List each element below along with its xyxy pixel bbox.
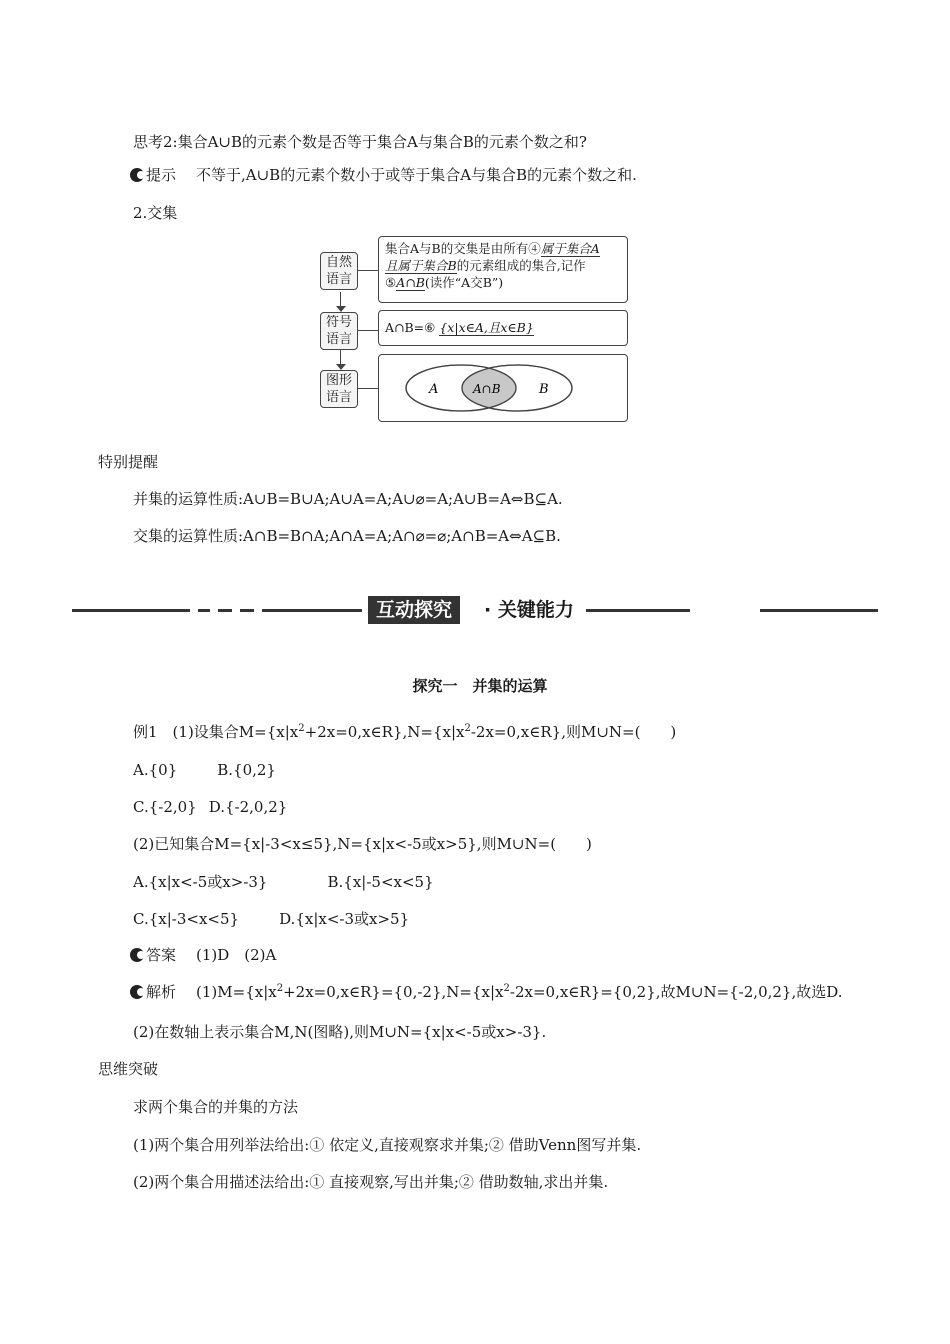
intersection-diagram (320, 236, 630, 426)
option-d: D.{-2,0,2} (208, 798, 288, 816)
natural-language-label: 自然语言 (320, 252, 358, 290)
venn-diagram (379, 355, 626, 420)
section2-title: 2.交集 (133, 204, 178, 222)
thinking-item2: (2)两个集合用描述法给出:① 直接观察,写出并集;② 借助数轴,求出并集. (133, 1173, 609, 1191)
example1-question1: 例1 (1)设集合$M=\{x|x^2+2x=0,x\in R\},N=\{x|x^2-2x=0,x\in R\}$,则M∪N=( ) (133, 723, 677, 741)
analysis-label: 解析 (146, 983, 177, 1001)
banner-box: 互动探究 (368, 596, 460, 624)
answer-bullet-icon (130, 948, 144, 962)
answer-line (130, 945, 276, 965)
graph-language-box (378, 354, 628, 422)
analysis-line: 解析 $(1)M=\{x|x^2+2x=0,x\in R\}=\{0,-2\},N=\{x|x^2-2x=0,x\in R\}=\{0,2\}$,故M∪N={-2,0,2},故选D. (130, 982, 843, 1002)
natural-text-2: 的元素组成的集合,记作 (456, 258, 586, 273)
section-banner (72, 596, 878, 626)
connector (358, 330, 378, 331)
option-b: B.{0,2} (217, 761, 276, 779)
banner-text: · 关键能力 (484, 599, 574, 621)
thinking-subtitle: 求两个集合的并集的方法 (133, 1098, 299, 1116)
venn-label-b: B (539, 382, 549, 397)
symbol-language-box (378, 310, 628, 346)
q2-option-b: B.{x|-5<x<5} (327, 873, 434, 891)
q2-option-a: A.{x|x<-5或x>-3} (133, 873, 268, 891)
thinking-title: 思维突破 (98, 1060, 159, 1078)
natural-text-3a: ⑤ (385, 275, 397, 290)
q2-option-c: C.{x|-3<x<5} (133, 910, 240, 928)
option-a: A.{0} (133, 761, 178, 779)
hint-bullet-icon (130, 168, 144, 182)
venn-label-ab: A∩B (473, 382, 501, 396)
natural-language-box (378, 236, 628, 303)
hint-line (130, 165, 637, 185)
symbol-fill: {x|x∈A,且x∈B} (439, 320, 534, 335)
natural-text-3b: (读作“A交B”) (424, 275, 504, 290)
natural-text-1: 集合A与B的交集是由所有④ (385, 241, 541, 256)
example1-q2-options-ab (133, 872, 434, 892)
thinking-item1: (1)两个集合用列举法给出:① 依定义,直接观察求并集;② 借助Venn图写并集. (133, 1136, 642, 1154)
hint-label: 提示 (146, 166, 177, 184)
example1-question2: (2)已知集合M={x|-3<x≤5},N={x|x<-5或x>5},则M∪N=( ) (133, 835, 592, 853)
q2-option-d: D.{x|x<-3或x>5} (279, 910, 410, 928)
connector (358, 388, 378, 389)
graph-language-label: 图形语言 (320, 370, 358, 408)
banner-rule (72, 609, 190, 612)
venn-label-a: A (429, 382, 439, 397)
option-c: C.{-2,0} (133, 798, 197, 816)
example1-options-cd (133, 797, 287, 817)
example1-q2-options-cd (133, 909, 409, 929)
union-props: 并集的运算性质:A∪B=B∪A;A∪A=A;A∪⌀=A;A∪B=A⇔B⊆A. (133, 490, 563, 508)
answer-label: 答案 (146, 946, 177, 964)
natural-fill-1: 属于集合A (540, 241, 600, 256)
analysis-bullet-icon (130, 985, 144, 999)
symbol-text: A∩B=⑥ (385, 320, 436, 335)
connector (358, 270, 378, 271)
explore1-title: 探究一 并集的运算 (412, 677, 548, 695)
inter-props: 交集的运算性质:A∩B=B∩A;A∩A=A;A∩⌀=⌀;A∩B=A⇔A⊆B. (133, 527, 561, 545)
natural-fill-2: 且属于集合B (385, 258, 457, 273)
special-title: 特别提醒 (98, 453, 159, 471)
answer-text: (1)D (2)A (196, 946, 277, 964)
symbol-language-label: 符号语言 (320, 312, 358, 350)
analysis-2: (2)在数轴上表示集合M,N(图略),则M∪N={x|x<-5或x>-3}. (133, 1023, 547, 1041)
natural-fill-3: A∩B (396, 275, 425, 290)
hint-text: 不等于,A∪B的元素个数小于或等于集合A与集合B的元素个数之和. (196, 166, 637, 184)
think2-question: 思考2:集合A∪B的元素个数是否等于集合A与集合B的元素个数之和? (133, 133, 587, 151)
example1-options-ab (133, 760, 276, 780)
